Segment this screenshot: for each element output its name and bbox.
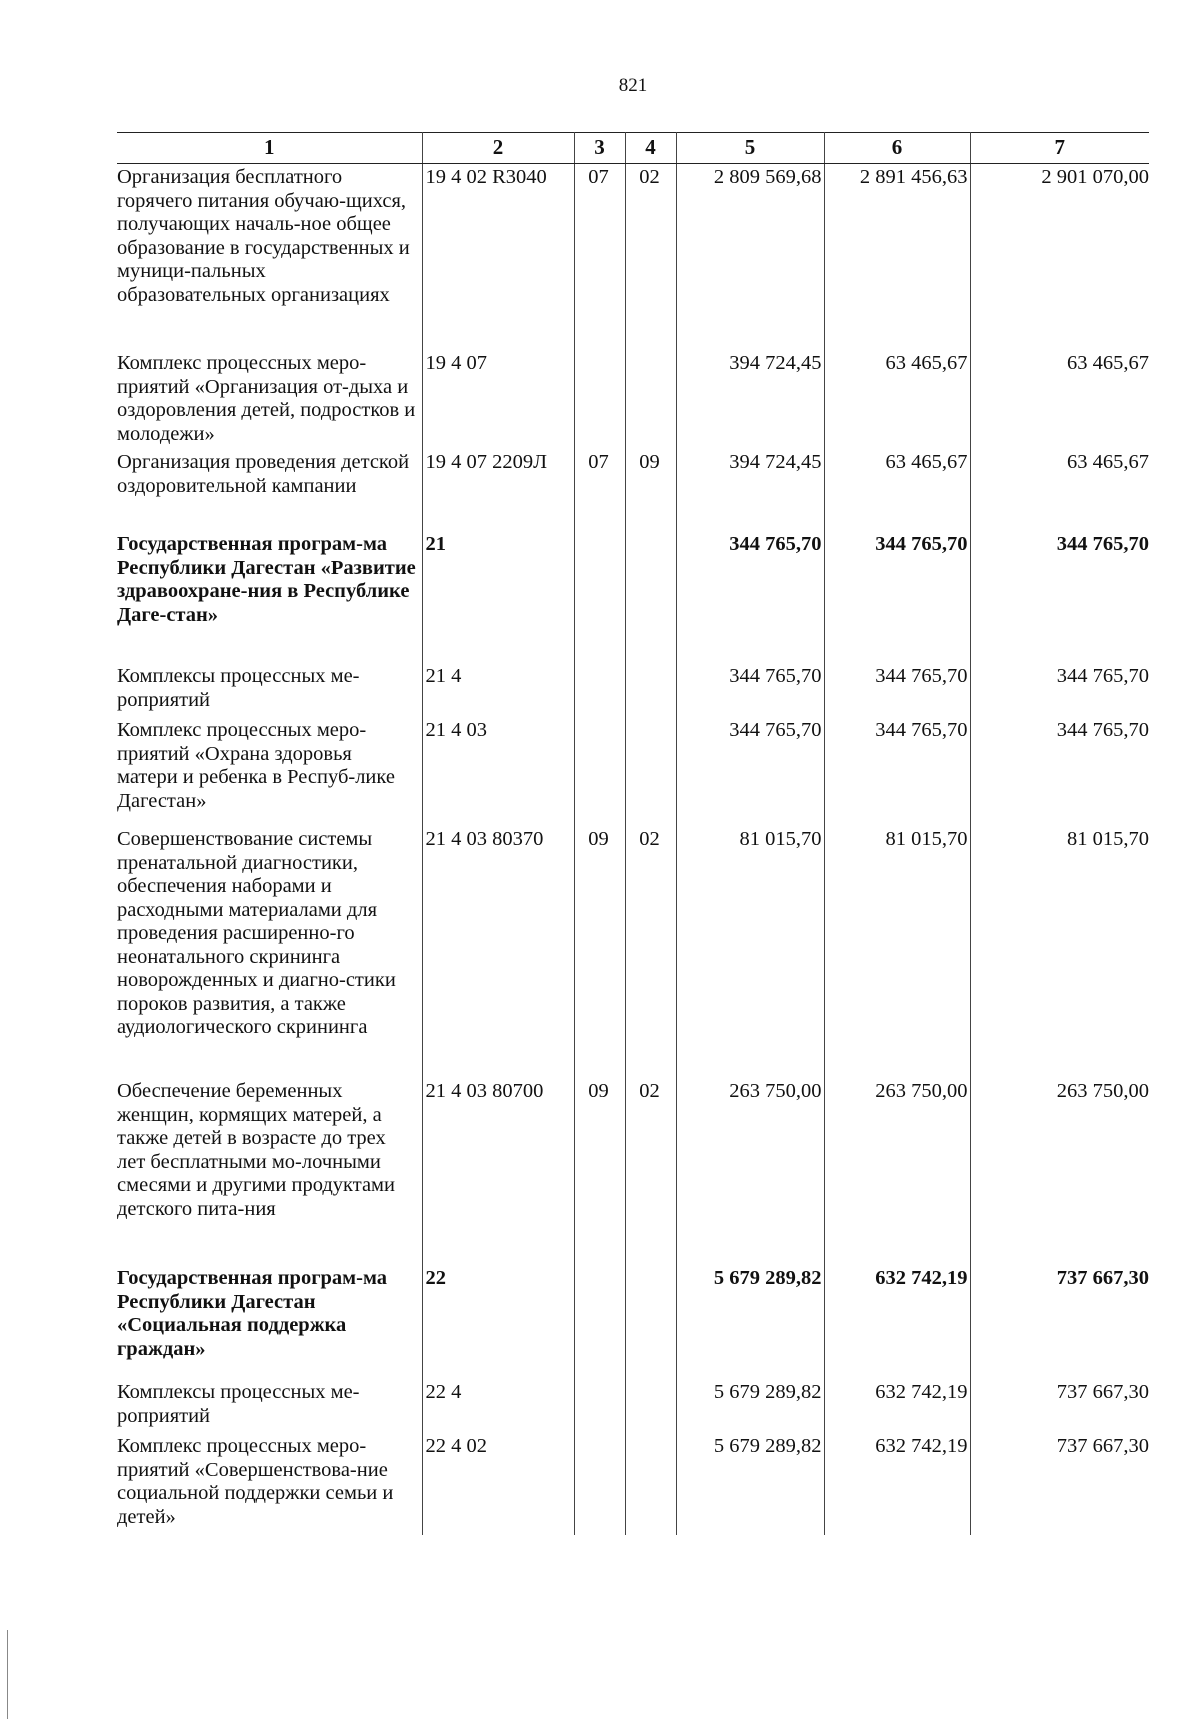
header-col-7: 7 <box>970 133 1149 164</box>
row-name: Комплексы процессных ме-роприятий <box>117 663 422 717</box>
row-value-col5: 394 724,45 <box>676 350 824 449</box>
row-name: Комплексы процессных ме-роприятий <box>117 1379 422 1433</box>
row-name: Комплекс процессных меро-приятий «Охрана здоровья матери и ребенка в Респуб-лике Дагестан» <box>117 717 422 826</box>
row-value-col6: 632 742,19 <box>824 1433 970 1535</box>
row-subsection <box>625 531 676 663</box>
row-code: 21 4 <box>422 663 574 717</box>
row-value-col5: 344 765,70 <box>676 717 824 826</box>
row-value-col7: 2 901 070,00 <box>1041 166 1149 188</box>
table-row <box>117 531 1149 663</box>
row-value-col7: 344 765,70 <box>1056 719 1149 741</box>
table-row <box>117 1433 1149 1535</box>
row-subsection <box>625 1379 676 1433</box>
row-value-col7: 737 667,30 <box>1056 1435 1149 1457</box>
row-value-col7: 63 465,67 <box>1067 451 1149 473</box>
row-subsection <box>625 1433 676 1535</box>
row-code: 19 4 02 R3040 <box>422 164 574 351</box>
row-section <box>574 1265 625 1379</box>
row-value-col6: 344 765,70 <box>824 717 970 826</box>
page-number: 821 <box>618 75 648 96</box>
row-code: 22 <box>422 1265 574 1379</box>
row-section: 09 <box>574 826 625 1078</box>
budget-table <box>117 132 1149 1535</box>
row-value-col5: 344 765,70 <box>676 531 824 663</box>
row-name: Государственная програм-ма Республики Дагестан «Социальная поддержка граждан» <box>117 1265 422 1379</box>
row-code: 22 4 02 <box>422 1433 574 1535</box>
row-value-col5: 344 765,70 <box>676 663 824 717</box>
row-value-col6: 81 015,70 <box>824 826 970 1078</box>
row-code: 21 <box>422 531 574 663</box>
row-section <box>574 1379 625 1433</box>
row-value-col7: 63 465,67 <box>1067 352 1149 374</box>
table-row <box>117 350 1149 449</box>
row-value-col5: 5 679 289,82 <box>676 1265 824 1379</box>
row-section <box>574 1433 625 1535</box>
header-col-5: 5 <box>676 133 824 164</box>
table-row <box>117 826 1149 1078</box>
header-col-6: 6 <box>824 133 970 164</box>
row-value-col5: 5 679 289,82 <box>676 1433 824 1535</box>
row-value-col5: 263 750,00 <box>676 1078 824 1265</box>
header-col-1: 1 <box>117 133 422 164</box>
row-section: 07 <box>574 164 625 351</box>
row-code: 21 4 03 80370 <box>422 826 574 1078</box>
row-section: 09 <box>574 1078 625 1265</box>
row-value-col7: 344 765,70 <box>1056 533 1149 555</box>
row-value-col6: 2 891 456,63 <box>824 164 970 351</box>
row-name: Комплекс процессных меро-приятий «Организация от-дыха и оздоровления детей, подростков и молодежи» <box>117 350 422 449</box>
table-row <box>117 449 1149 531</box>
header-col-2: 2 <box>422 133 574 164</box>
row-value-col7: 263 750,00 <box>1056 1080 1149 1102</box>
margin-rule <box>7 1630 8 1719</box>
row-section <box>574 663 625 717</box>
row-value-col6: 263 750,00 <box>824 1078 970 1265</box>
row-value-col6: 63 465,67 <box>824 449 970 531</box>
table-header-row <box>117 133 1149 164</box>
row-name: Совершенствование системы пренатальной диагностики, обеспечения наборами и расходными материалами для проведения расширенно-го неонатального скрининга новорожденных и диагно-стики пороков развития, а также аудиологического скрининга <box>117 826 422 1078</box>
row-value-col6: 632 742,19 <box>824 1265 970 1379</box>
row-section <box>574 350 625 449</box>
table-row <box>117 717 1149 826</box>
row-section <box>574 717 625 826</box>
table-row <box>117 164 1149 351</box>
table-row <box>117 1078 1149 1265</box>
row-code: 22 4 <box>422 1379 574 1433</box>
row-value-col5: 2 809 569,68 <box>676 164 824 351</box>
row-name: Организация бесплатного горячего питания обучаю-щихся, получающих началь-ное общее образование в государственных и муници-пальных образовательных организациях <box>117 164 422 351</box>
row-section <box>574 531 625 663</box>
row-value-col6: 63 465,67 <box>824 350 970 449</box>
row-code: 19 4 07 <box>422 350 574 449</box>
row-subsection: 09 <box>625 449 676 531</box>
row-value-col5: 81 015,70 <box>676 826 824 1078</box>
row-subsection <box>625 663 676 717</box>
row-subsection: 02 <box>625 826 676 1078</box>
row-subsection <box>625 350 676 449</box>
header-col-4: 4 <box>625 133 676 164</box>
header-col-3: 3 <box>574 133 625 164</box>
row-name: Организация проведения детской оздоровительной кампании <box>117 449 422 531</box>
row-value-col5: 5 679 289,82 <box>676 1379 824 1433</box>
row-value-col6: 344 765,70 <box>824 663 970 717</box>
table-row <box>117 1379 1149 1433</box>
row-name: Государственная програм-ма Республики Дагестан «Развитие здравоохране-ния в Республике Даге-стан» <box>117 531 422 663</box>
row-name: Обеспечение беременных женщин, кормящих матерей, а также детей в возрасте до трех лет бесплатными мо-лочными смесями и другими продуктами детского пита-ния <box>117 1078 422 1265</box>
row-value-col5: 394 724,45 <box>676 449 824 531</box>
row-value-col7: 737 667,30 <box>1056 1267 1149 1289</box>
row-code: 21 4 03 80700 <box>422 1078 574 1265</box>
table-row <box>117 663 1149 717</box>
row-value-col6: 632 742,19 <box>824 1379 970 1433</box>
row-subsection <box>625 717 676 826</box>
row-value-col7: 737 667,30 <box>1056 1381 1149 1403</box>
row-subsection <box>625 1265 676 1379</box>
table-body <box>117 164 1149 1536</box>
row-name: Комплекс процессных меро-приятий «Совершенствова-ние социальной поддержки семьи и детей» <box>117 1433 422 1535</box>
row-value-col7: 344 765,70 <box>1056 665 1149 687</box>
row-subsection: 02 <box>625 164 676 351</box>
row-code: 21 4 03 <box>422 717 574 826</box>
row-section: 07 <box>574 449 625 531</box>
row-value-col6: 344 765,70 <box>824 531 970 663</box>
row-value-col7: 81 015,70 <box>1067 828 1149 850</box>
row-subsection: 02 <box>625 1078 676 1265</box>
table-row <box>117 1265 1149 1379</box>
row-code: 19 4 07 2209Л <box>422 449 574 531</box>
